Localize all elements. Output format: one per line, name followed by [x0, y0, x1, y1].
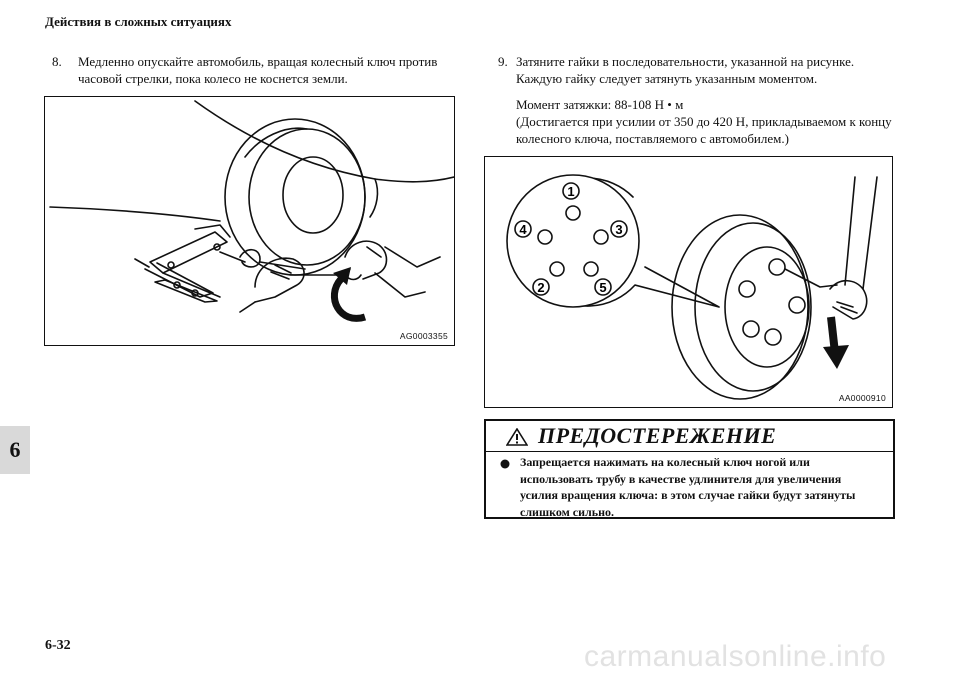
step-8-number: 8. [52, 54, 62, 69]
seq-label-2: 2 [537, 280, 545, 295]
figure2-code: AA0000910 [838, 393, 886, 403]
wheel-illustration [485, 157, 892, 407]
warning-text: Запрещается нажимать на колесный ключ ногой или использовать трубу в качестве удлинителя для увеличения усилия вращения ключа: в этом случае гайки будут затянуты слишком сильно. [520, 455, 856, 519]
chapter-number: 6 [9, 437, 21, 462]
step-8 [52, 53, 452, 87]
jack-illustration [45, 97, 454, 345]
bullet-icon [500, 459, 510, 469]
step-9-number: 9. [498, 54, 508, 69]
step-9 [498, 53, 898, 147]
warning-triangle-icon [506, 428, 528, 446]
step-8-text: Медленно опускайте автомобиль, вращая колесный ключ против часовой стрелки, пока колесо не коснется земли. [78, 54, 438, 86]
warning-header [486, 421, 893, 452]
seq-label-3: 3 [615, 222, 623, 237]
chapter-tab [0, 426, 30, 474]
figure-lowering-jack [44, 96, 455, 346]
torque-spec: Момент затяжки: 88-108 Н • м [516, 97, 684, 112]
seq-label-1: 1 [567, 184, 575, 199]
figure-tightening-sequence [484, 156, 893, 408]
seq-label-4: 4 [519, 222, 527, 237]
figure1-code: AG0003355 [399, 331, 448, 341]
seq-label-5: 5 [599, 280, 607, 295]
warning-title: ПРЕДОСТЕРЕЖЕНИЕ [538, 423, 777, 448]
watermark: carmanualsonline.info [584, 640, 887, 673]
step-9-text: Затяните гайки в последовательности, указанной на рисунке. Каждую гайку следует затянуть указанным моментом. [516, 54, 855, 86]
warning-box [484, 419, 895, 519]
page-number: 6-32 [45, 638, 71, 653]
force-spec: (Достигается при усилии от 350 до 420 Н, прикладываемом к концу колесного ключа, поставляемого с автомобилем.) [516, 114, 892, 146]
section-header: Действия в сложных ситуациях [45, 14, 232, 29]
